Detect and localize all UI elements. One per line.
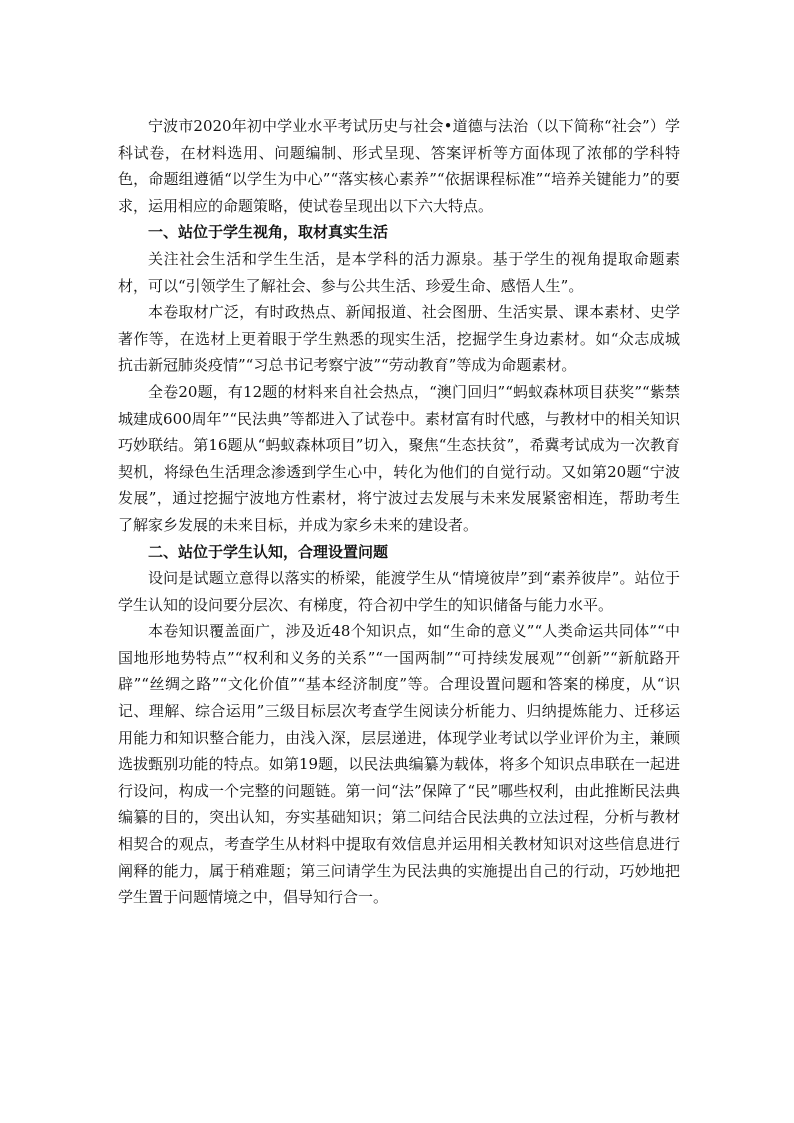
section2-paragraph: 设问是试题立意得以落实的桥梁，能渡学生从“情境彼岸”到“素养彼岸”。站位于学生认知的设问要分层次、有梯度，符合初中学生的知识储备与能力水平。 <box>118 569 680 614</box>
section-heading-1: 一、站位于学生视角，取材真实生活 <box>148 223 389 242</box>
section2-paragraph: 本卷知识覆盖面广，涉及近48个知识点，如“生命的意义”“人类命运共同体”“中国地形地势特点”“权利和义务的关系”“一国两制”“可持续发展观”“创新”“新航路开辟”“丝绸之路”“文化价值”“基本经济制度”等。合理设置问题和答案的梯度，从“识记、理解、综合运用”三级目标层次考查学生阅读分析能力、归纳提炼能力、迁移运用能力和知识整合能力，由浅入深，层层递进，体现学业考试以学业评价为主，兼顾选拔甄别功能的特点。如第19题，以民法典编纂为载体，将多个知识点串联在一起进行设问，构成一个完整的问题链。第一问“法”保障了“民”哪些权利，由此推断民法典编纂的目的，突出认知，夯实基础知识；第二问结合民法典的立法过程，分析与教材相契合的观点，考查学生从材料中提取有效信息并运用相关教材知识对这些信息进行阐释的能力，属于稍难题；第三问请学生为民法典的实施提出自己的行动，巧妙地把学生置于问题情境之中，倡导知行合一。 <box>118 622 680 907</box>
section1-paragraph: 全卷20题，有12题的材料来自社会热点，“澳门回归”“蚂蚁森林项目获奖”“紫禁城建成600周年”“民法典”等都进入了试卷中。素材富有时代感，与教材中的相关知识巧妙联结。第16题从“蚂蚁森林项目”切入，聚焦“生态扶贫”，希冀考试成为一次教育契机，将绿色生活理念渗透到学生心中，转化为他们的自觉行动。又如第20题“宁波发展”，通过挖掘宁波地方性素材，将宁波过去发展与未来发展紧密相连，帮助考生了解家乡发展的未来目标，并成为家乡未来的建设者。 <box>118 382 680 534</box>
intro-paragraph: 宁波市2020年初中学业水平考试历史与社会•道德与法治（以下简称“社会”）学科试卷，在材料选用、问题编制、形式呈现、答案评析等方面体现了浓郁的学科特色，命题组遵循“以学生为中心”“落实核心素养”“依据课程标准”“培养关键能力”的要求，运用相应的命题策略，使试卷呈现出以下六大特点。 <box>118 117 680 215</box>
section1-paragraph: 关注社会生活和学生生活，是本学科的活力源泉。基于学生的视角提取命题素材，可以“引领学生了解社会、参与公共生活、珍爱生命、感悟人生”。 <box>118 249 680 295</box>
document-body <box>118 113 680 911</box>
section-heading-2: 二、站位于学生认知，合理设置问题 <box>148 542 389 561</box>
section1-paragraph: 本卷取材广泛，有时政热点、新闻报道、社会图册、生活实景、课本素材、史学著作等，在选材上更着眼于学生熟悉的现实生活，挖掘学生身边素材。如“众志成城抗击新冠肺炎疫情”“习总书记考察宁波”“劳动教育”等成为命题素材。 <box>118 303 680 375</box>
